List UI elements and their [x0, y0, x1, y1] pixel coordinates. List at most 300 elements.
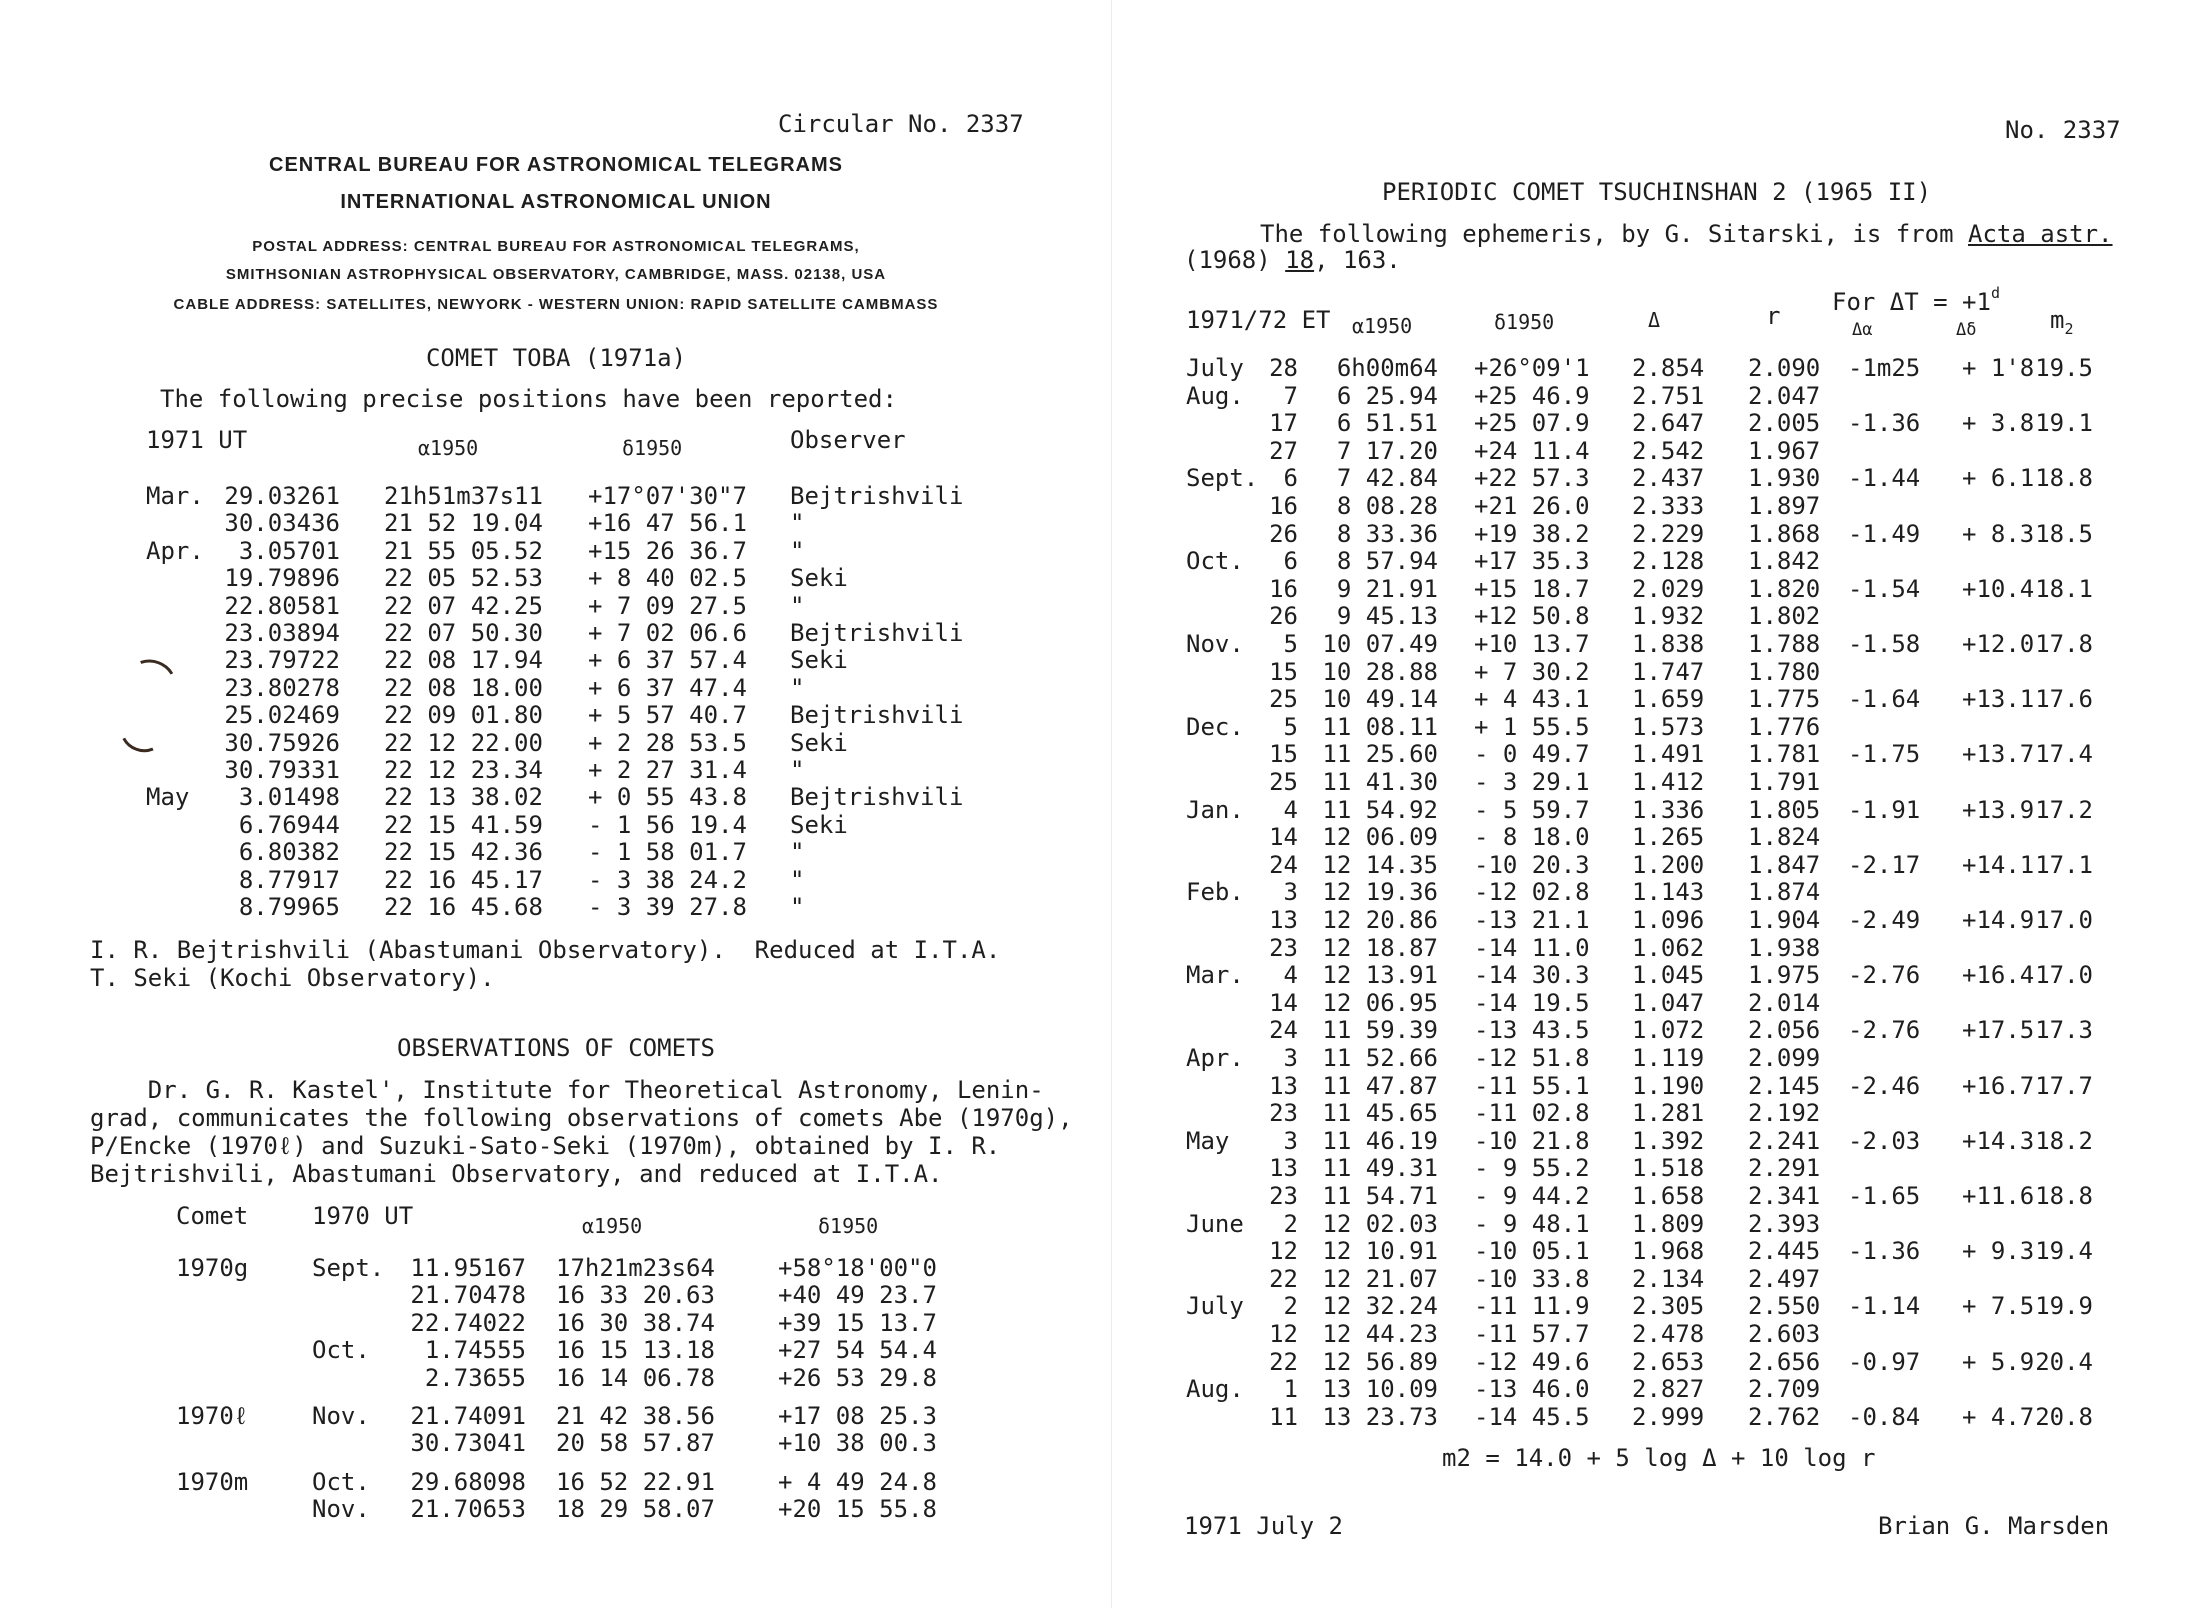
toba-observer: Seki [790, 728, 848, 757]
eph-month: Mar. [1186, 961, 1244, 990]
eph-r: 2.099 [1748, 1044, 1821, 1072]
eph-ra: 11 59.39 [1322, 1016, 1438, 1045]
obs-dec: +39 15 13.7 [778, 1308, 937, 1337]
eph-day: 2 [1283, 1292, 1298, 1321]
toba-ra: 21 52 19.04 [384, 509, 543, 538]
toba-dec: + 7 02 06.6 [588, 619, 747, 647]
eph-ddelta: +13.7 [1962, 740, 2035, 769]
ephemeris-table-row [1112, 961, 2194, 989]
eph-dalpha: -2.76 [1848, 961, 1921, 990]
eph-delta: 1.412 [1632, 768, 1705, 796]
obs-ra: 21 42 38.56 [556, 1401, 715, 1430]
eph-r: 2.192 [1748, 1099, 1821, 1128]
ephemeris-table-body [1112, 354, 2194, 1434]
eph-r: 2.014 [1748, 988, 1821, 1017]
eph-ddelta: + 1'8 [1962, 354, 2035, 382]
eph-r: 1.975 [1748, 961, 1821, 990]
eph-day: 14 [1269, 988, 1298, 1017]
eph-dec: +24 11.4 [1474, 436, 1590, 465]
eph-dec: - 5 59.7 [1474, 795, 1590, 824]
eph-dalpha: -0.97 [1848, 1347, 1921, 1376]
eph-dec: - 3 29.1 [1474, 768, 1590, 796]
eph-delta: 2.647 [1632, 409, 1705, 438]
toba-day: 3.05701 [238, 536, 340, 565]
eph-dec: - 9 44.2 [1474, 1182, 1590, 1210]
eph-month: June [1186, 1209, 1244, 1238]
toba-note-seki: T. Seki (Kochi Observatory). [90, 964, 495, 992]
eph-delta: 1.265 [1632, 823, 1705, 852]
toba-day: 8.79965 [238, 893, 340, 921]
toba-dec: - 1 56 19.4 [588, 810, 747, 839]
toba-header-ra: α1950 [418, 436, 479, 460]
toba-header-observer: Observer [790, 426, 906, 454]
toba-ra: 22 08 17.94 [384, 646, 543, 675]
eph-delta: 1.190 [1632, 1071, 1705, 1100]
eph-dec: -11 02.8 [1474, 1099, 1590, 1128]
toba-dec: + 6 37 57.4 [588, 646, 747, 675]
ephemeris-table-row [1112, 740, 2194, 768]
eph-day: 24 [1269, 1016, 1298, 1045]
eph-month: Sept. [1186, 464, 1259, 493]
obs-dec: +40 49 23.7 [778, 1281, 937, 1310]
eph-ra: 12 13.91 [1322, 961, 1438, 990]
toba-day: 30.03436 [224, 509, 340, 538]
eph-r: 1.930 [1748, 464, 1821, 493]
eph-delta: 1.747 [1632, 657, 1705, 686]
eph-day: 7 [1283, 381, 1298, 410]
ephemeris-table-row [1112, 1348, 2194, 1376]
eph-dec: +15 18.7 [1474, 574, 1590, 603]
observations-table-row [0, 1402, 1112, 1430]
toba-table-row [0, 838, 1112, 866]
eph-month: Aug. [1186, 1375, 1244, 1404]
eph-ra: 11 45.65 [1322, 1099, 1438, 1128]
toba-ra: 22 15 41.59 [384, 810, 543, 839]
eph-dalpha: -1.58 [1848, 630, 1921, 658]
ephemeris-table-row [1112, 382, 2194, 410]
eph-r: 2.005 [1748, 409, 1821, 438]
toba-day: 29.03261 [224, 482, 340, 510]
observations-table-row [0, 1495, 1112, 1523]
eph-delta: 2.478 [1632, 1320, 1705, 1348]
eph-delta: 1.809 [1632, 1209, 1705, 1238]
toba-table-row [0, 537, 1112, 565]
eph-r: 1.780 [1748, 657, 1821, 686]
eph-dalpha: -1.44 [1848, 464, 1921, 493]
toba-observer: Seki [790, 810, 848, 839]
toba-table-header [0, 426, 1112, 462]
eph-delta: 1.072 [1632, 1016, 1705, 1045]
observations-table-row [0, 1364, 1112, 1392]
eph-delta: 2.437 [1632, 464, 1705, 493]
obs-day: 21.70478 [410, 1281, 526, 1310]
eph-ra: 12 06.95 [1322, 988, 1438, 1017]
eph-delta: 1.143 [1632, 878, 1705, 907]
eph-ddelta: +13.1 [1962, 685, 2035, 714]
eph-month: Jan. [1186, 795, 1244, 824]
eph-m2: 19.1 [2035, 409, 2093, 438]
toba-day: 6.76944 [238, 810, 340, 839]
eph-m2: 18.8 [2035, 1182, 2093, 1210]
ephemeris-table-row [1112, 1375, 2194, 1403]
eph-r: 1.874 [1748, 878, 1821, 907]
eph-day: 1 [1283, 1375, 1298, 1404]
toba-observer: " [790, 509, 805, 538]
obs-day: 11.95167 [410, 1254, 526, 1282]
eph-r: 1.820 [1748, 574, 1821, 603]
eph-ra: 11 41.30 [1322, 768, 1438, 796]
eph-ddelta: +10.4 [1962, 574, 2035, 603]
observations-table-row [0, 1336, 1112, 1364]
eph-dec: -11 55.1 [1474, 1071, 1590, 1100]
obs-dec: +20 15 55.8 [778, 1495, 937, 1524]
toba-dec: + 2 28 53.5 [588, 728, 747, 757]
toba-ra: 22 15 42.36 [384, 838, 543, 867]
eph-r: 2.090 [1748, 354, 1821, 382]
eph-r: 2.709 [1748, 1375, 1821, 1404]
toba-dec: + 5 57 40.7 [588, 701, 747, 730]
eph-month: Aug. [1186, 381, 1244, 410]
toba-table-row [0, 482, 1112, 510]
eph-r: 2.047 [1748, 381, 1821, 410]
ephemeris-table-header [1112, 284, 2194, 344]
toba-ra: 21 55 05.52 [384, 536, 543, 565]
eph-ddelta: + 8.3 [1962, 519, 2035, 548]
eph-r: 1.805 [1748, 795, 1821, 824]
eph-dec: +25 07.9 [1474, 409, 1590, 438]
eph-dalpha: -2.76 [1848, 1016, 1921, 1045]
eph-day: 4 [1283, 795, 1298, 824]
eph-delta: 1.336 [1632, 795, 1705, 824]
eph-ddelta: + 4.7 [1962, 1402, 2035, 1431]
eph-m2: 19.4 [2035, 1237, 2093, 1266]
ephemeris-table-row [1112, 492, 2194, 520]
ephemeris-table-row [1112, 685, 2194, 713]
eph-ra: 12 06.09 [1322, 823, 1438, 852]
obs-dec: +58°18'00"0 [778, 1254, 937, 1282]
eph-delta: 2.305 [1632, 1292, 1705, 1321]
eph-ddelta: +12.0 [1962, 630, 2035, 658]
eph-dalpha: -1.14 [1848, 1292, 1921, 1321]
eph-day: 14 [1269, 823, 1298, 852]
eph-ra: 10 49.14 [1322, 685, 1438, 714]
eph-ddelta: +14.1 [1962, 850, 2035, 879]
eph-dec: + 1 55.5 [1474, 712, 1590, 741]
eph-day: 11 [1269, 1402, 1298, 1431]
toba-ra: 22 07 50.30 [384, 619, 543, 647]
eph-ra: 10 07.49 [1322, 630, 1438, 658]
eph-dalpha: -1.65 [1848, 1182, 1921, 1210]
eph-ra: 11 08.11 [1322, 712, 1438, 741]
eph-ra: 6 25.94 [1336, 381, 1438, 410]
eph-day: 12 [1269, 1320, 1298, 1348]
eph-ra: 6 51.51 [1336, 409, 1438, 438]
eph-month: Apr. [1186, 1044, 1244, 1072]
toba-observer: " [790, 536, 805, 565]
eph-ra: 9 45.13 [1336, 602, 1438, 631]
journal-volume: 18 [1285, 246, 1315, 274]
eph-dalpha: -1.36 [1848, 409, 1921, 438]
eph-dalpha: -2.17 [1848, 850, 1921, 879]
ephemeris-table-row [1112, 713, 2194, 741]
observations-paragraph-line: Dr. G. R. Kastel', Institute for Theoretical Astronomy, Lenin- [90, 1076, 1044, 1104]
observations-table-row [0, 1309, 1112, 1337]
toba-day: 3.01498 [238, 783, 340, 812]
obs-header-ra: α1950 [582, 1214, 643, 1238]
toba-day: 23.03894 [224, 619, 340, 647]
eph-day: 6 [1283, 547, 1298, 576]
eph-delta: 1.392 [1632, 1126, 1705, 1155]
eph-dec: -14 45.5 [1474, 1402, 1590, 1431]
right-page [1112, 0, 2194, 1608]
eph-dec: -14 30.3 [1474, 961, 1590, 990]
obs-ra: 16 15 13.18 [556, 1336, 715, 1365]
eph-m2: 17.1 [2035, 850, 2093, 879]
toba-observer: " [790, 838, 805, 867]
eph-day: 22 [1269, 1264, 1298, 1293]
obs-ra: 17h21m23s64 [556, 1254, 715, 1282]
eph-delta: 1.518 [1632, 1154, 1705, 1183]
eph-header-ra: α1950 [1352, 314, 1413, 338]
toba-day: 8.77917 [238, 865, 340, 894]
eph-ddelta: + 3.8 [1962, 409, 2035, 438]
circular-date: 1971 July 2 [1184, 1512, 1343, 1540]
eph-dalpha: -1.36 [1848, 1237, 1921, 1266]
eph-day: 24 [1269, 850, 1298, 879]
obs-ra: 16 52 22.91 [556, 1467, 715, 1496]
obs-month: Oct. [312, 1336, 370, 1365]
toba-ra: 21h51m37s11 [384, 482, 543, 510]
observations-table-header [0, 1202, 1112, 1238]
eph-ddelta: +17.5 [1962, 1016, 2035, 1045]
obs-dec: +10 38 00.3 [778, 1429, 937, 1458]
journal-name: Acta astr. [1968, 220, 2113, 248]
eph-ra: 12 14.35 [1322, 850, 1438, 879]
toba-observer: Bejtrishvili [790, 783, 964, 812]
bureau-title: CENTRAL BUREAU FOR ASTRONOMICAL TELEGRAMS [269, 154, 843, 176]
toba-observer: " [790, 591, 805, 620]
eph-dec: +25 46.9 [1474, 381, 1590, 410]
eph-ra: 7 17.20 [1336, 436, 1438, 465]
eph-day: 23 [1269, 1182, 1298, 1210]
eph-m2: 19.5 [2035, 354, 2093, 382]
ephemeris-table-row [1112, 878, 2194, 906]
ephemeris-table-row [1112, 1182, 2194, 1210]
eph-m2: 17.0 [2035, 906, 2093, 934]
eph-ra: 12 02.03 [1322, 1209, 1438, 1238]
eph-dalpha: -1.49 [1848, 519, 1921, 548]
magnitude-formula: m2 = 14.0 + 5 log Δ + 10 log r [1442, 1444, 1876, 1472]
eph-day: 25 [1269, 768, 1298, 796]
intro-text: The following ephemeris, by G. Sitarski, is from [1260, 220, 1969, 248]
observations-paragraph-line: grad, communicates the following observations of comets Abe (1970g), [90, 1104, 1073, 1132]
ephemeris-table-row [1112, 630, 2194, 658]
eph-header-m2: $m_2$ [2050, 306, 2074, 338]
eph-dec: -11 57.7 [1474, 1320, 1590, 1348]
eph-r: 1.868 [1748, 519, 1821, 548]
eph-ddelta: +16.7 [1962, 1071, 2035, 1100]
observations-table-row [0, 1468, 1112, 1496]
ephemeris-table-row [1112, 1016, 2194, 1044]
eph-dec: -13 43.5 [1474, 1016, 1590, 1045]
eph-delta: 2.653 [1632, 1347, 1705, 1376]
toba-table-row [0, 893, 1112, 921]
eph-delta: 1.932 [1632, 602, 1705, 631]
toba-day: 23.79722 [224, 646, 340, 675]
toba-table-row [0, 783, 1112, 811]
eph-dalpha: -1.64 [1848, 685, 1921, 714]
toba-observer: Bejtrishvili [790, 482, 964, 510]
obs-dec: + 4 49 24.8 [778, 1467, 937, 1496]
eph-m2: 17.6 [2035, 685, 2093, 714]
eph-m2: 17.4 [2035, 740, 2093, 769]
toba-month: May [146, 783, 190, 812]
eph-delta: 1.062 [1632, 933, 1705, 962]
eph-r: 2.393 [1748, 1209, 1821, 1238]
eph-month: July [1186, 1292, 1244, 1321]
ephemeris-table-row [1112, 1072, 2194, 1100]
eph-day: 13 [1269, 1071, 1298, 1100]
eph-delta: 2.751 [1632, 381, 1705, 410]
eph-day: 5 [1283, 712, 1298, 741]
toba-dec: - 1 58 01.7 [588, 838, 747, 867]
eph-ra: 11 47.87 [1322, 1071, 1438, 1100]
eph-day: 4 [1283, 961, 1298, 990]
ephemeris-table-row [1112, 1320, 2194, 1348]
eph-m2: 20.8 [2035, 1402, 2093, 1431]
ephemeris-table-row [1112, 354, 2194, 382]
eph-r: 2.056 [1748, 1016, 1821, 1045]
obs-dec: +17 08 25.3 [778, 1401, 937, 1430]
eph-dec: -14 19.5 [1474, 988, 1590, 1017]
eph-r: 1.847 [1748, 850, 1821, 879]
eph-delta: 1.491 [1632, 740, 1705, 769]
obs-comet: 1970m [176, 1467, 249, 1496]
eph-header-for-delta-t [1832, 284, 2000, 316]
obs-day: 1.74555 [424, 1336, 526, 1365]
eph-m2: 17.7 [2035, 1071, 2093, 1100]
eph-r: 1.967 [1748, 436, 1821, 465]
eph-r: 2.291 [1748, 1154, 1821, 1183]
comet-toba-title: COMET TOBA (1971a) [425, 344, 687, 372]
toba-observer: Bejtrishvili [790, 701, 964, 730]
eph-dec: +19 38.2 [1474, 519, 1590, 548]
ephemeris-table-row [1112, 851, 2194, 879]
eph-m2: 19.9 [2035, 1292, 2093, 1321]
eph-dec: +17 35.3 [1474, 547, 1590, 576]
eph-r: 2.341 [1748, 1182, 1821, 1210]
eph-day: 13 [1269, 1154, 1298, 1183]
eph-ra: 11 52.66 [1322, 1044, 1438, 1072]
ephemeris-table-row [1112, 989, 2194, 1017]
ephemeris-table-row [1112, 602, 2194, 630]
toba-ra: 22 09 01.80 [384, 701, 543, 730]
eph-m2: 17.2 [2035, 795, 2093, 824]
ephemeris-table-row [1112, 520, 2194, 548]
toba-ra: 22 12 23.34 [384, 756, 543, 784]
ephemeris-table-row [1112, 796, 2194, 824]
eph-ra: 12 19.36 [1322, 878, 1438, 907]
ephemeris-table-row [1112, 1210, 2194, 1238]
eph-dec: - 9 55.2 [1474, 1154, 1590, 1183]
obs-month: Oct. [312, 1467, 370, 1496]
toba-dec: + 0 55 43.8 [588, 783, 747, 812]
eph-r: 2.603 [1748, 1320, 1821, 1348]
ephemeris-table-row [1112, 437, 2194, 465]
ephemeris-table-row [1112, 823, 2194, 851]
eph-r: 1.788 [1748, 630, 1821, 658]
ephemeris-table-row [1112, 1292, 2194, 1320]
eph-r: 1.802 [1748, 602, 1821, 631]
eph-dec: +26°09'1 [1474, 354, 1590, 382]
toba-dec: +16 47 56.1 [588, 509, 747, 538]
eph-day: 17 [1269, 409, 1298, 438]
eph-ra: 12 18.87 [1322, 933, 1438, 962]
cable-address-line: CABLE ADDRESS: SATELLITES, NEWYORK - WESTERN UNION: RAPID SATELLITE CAMBMASS [173, 296, 939, 313]
eph-m2: 18.8 [2035, 464, 2093, 493]
eph-r: 1.776 [1748, 712, 1821, 741]
eph-month: Feb. [1186, 878, 1244, 907]
toba-table-row [0, 756, 1112, 784]
ephemeris-table-row [1112, 1237, 2194, 1265]
ephemeris-table-row [1112, 934, 2194, 962]
eph-delta: 2.134 [1632, 1264, 1705, 1293]
toba-dec: + 6 37 47.4 [588, 673, 747, 702]
eph-delta: 1.573 [1632, 712, 1705, 741]
eph-r: 2.241 [1748, 1126, 1821, 1155]
eph-m2: 18.1 [2035, 574, 2093, 603]
obs-month: Nov. [312, 1495, 370, 1524]
eph-day: 23 [1269, 933, 1298, 962]
eph-header-ddelta: Δδ [1956, 320, 1977, 340]
eph-m2: 20.4 [2035, 1347, 2093, 1376]
eph-m2: 17.0 [2035, 961, 2093, 990]
toba-observer: Seki [790, 646, 848, 675]
toba-month: Mar. [146, 482, 204, 510]
ephemeris-table-row [1112, 1099, 2194, 1127]
obs-day: 21.70653 [410, 1495, 526, 1524]
eph-day: 13 [1269, 906, 1298, 934]
toba-table-row [0, 592, 1112, 620]
comet-toba-intro: The following precise positions have been reported: [160, 385, 897, 413]
obs-ra: 16 14 06.78 [556, 1363, 715, 1392]
toba-day: 22.80581 [224, 591, 340, 620]
obs-month: Sept. [312, 1254, 385, 1282]
observations-table-body [0, 1254, 1112, 1554]
obs-ra: 16 30 38.74 [556, 1308, 715, 1337]
toba-dec: + 8 40 02.5 [588, 564, 747, 593]
eph-day: 26 [1269, 519, 1298, 548]
toba-ra: 22 05 52.53 [384, 564, 543, 593]
page-number: No. 2337 [2005, 116, 2121, 144]
eph-dec: -12 51.8 [1474, 1044, 1590, 1072]
eph-delta: 2.999 [1632, 1402, 1705, 1431]
eph-day: 5 [1283, 630, 1298, 658]
eph-dec: -12 49.6 [1474, 1347, 1590, 1376]
obs-header-dec: δ1950 [818, 1214, 879, 1238]
eph-day: 25 [1269, 685, 1298, 714]
eph-header-r: r [1766, 302, 1781, 330]
eph-ra: 11 25.60 [1322, 740, 1438, 769]
eph-ra: 11 54.92 [1322, 795, 1438, 824]
eph-ra: 8 08.28 [1336, 492, 1438, 520]
eph-delta: 1.659 [1632, 685, 1705, 714]
eph-delta: 1.047 [1632, 988, 1705, 1017]
ephemeris-table-row [1112, 409, 2194, 437]
toba-note-bejtrishvili: I. R. Bejtrishvili (Abastumani Observatory). Reduced at I.T.A. [90, 936, 1001, 964]
eph-day: 16 [1269, 492, 1298, 520]
eph-dec: +21 26.0 [1474, 492, 1590, 520]
